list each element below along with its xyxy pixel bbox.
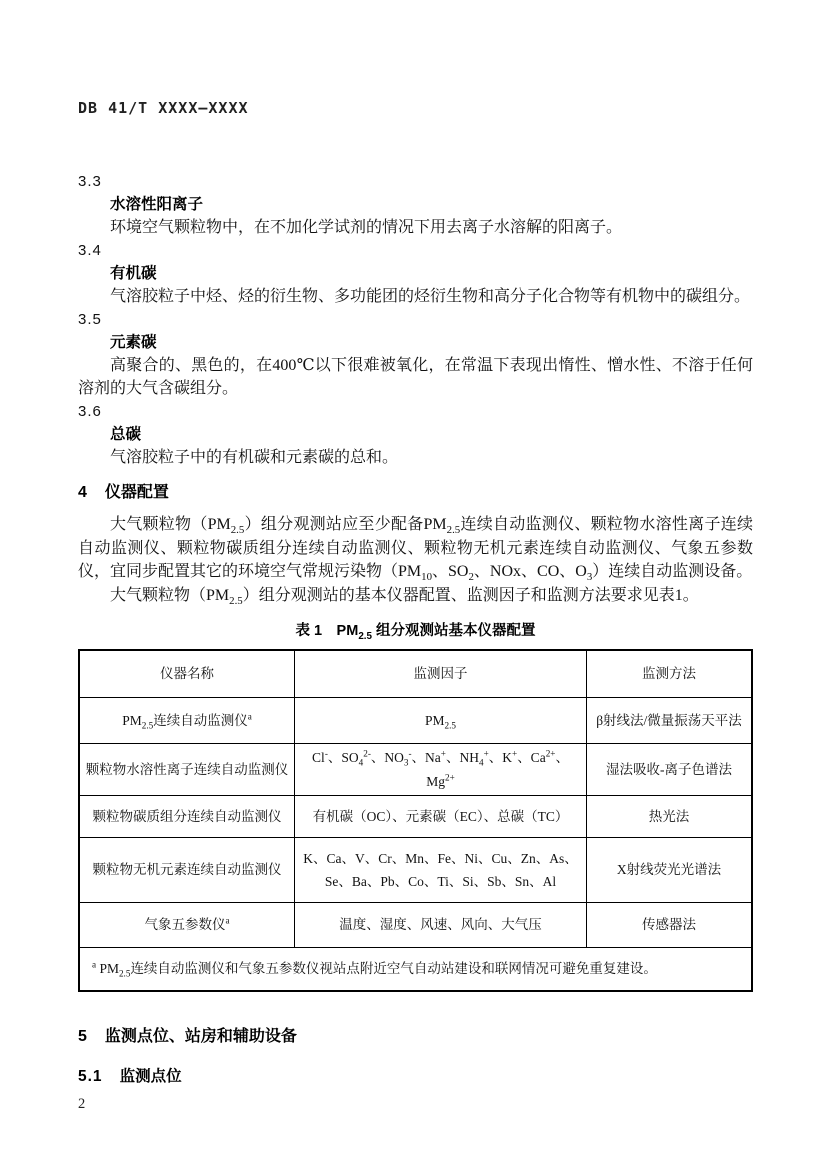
- term-title: 有机碳: [110, 265, 157, 282]
- table-cell: $PM_{2.5}$: [295, 698, 587, 744]
- term-title: 元素碳: [110, 334, 157, 351]
- term-definition: 气溶胶粒子中的有机碳和元素碳的总和。: [110, 449, 399, 466]
- section-4-heading: [78, 481, 753, 504]
- section-5-heading: [78, 1025, 753, 1048]
- table-1-caption: 表 1 $PM_{2.5}$ 组分观测站基本仪器配置: [295, 623, 536, 642]
- table-cell: 颗粒物碳质组分连续自动监测仪: [79, 796, 295, 838]
- term-3-4: [78, 239, 753, 308]
- term-number: 3.3: [78, 173, 102, 190]
- table-cell: K、Ca、V、Cr、Mn、Fe、Ni、Cu、Zn、As、Se、Ba、Pb、Co、Ti、Si、Sb、Sn、Al: [295, 838, 587, 903]
- page-number: 2: [78, 1096, 86, 1113]
- table-cell: 热光法: [587, 796, 753, 838]
- term-definition: 气溶胶粒子中烃、烃的衍生物、多功能团的烃衍生物和高分子化合物等有机物中的碳组分。: [110, 288, 751, 305]
- term-number: 3.5: [78, 311, 102, 328]
- section-4-body: [78, 513, 753, 607]
- instrument-configuration-table: [78, 649, 753, 992]
- table-cell: 颗粒物无机元素连续自动监测仪: [79, 838, 295, 903]
- table-header-cell: 仪器名称: [79, 650, 295, 698]
- table-row: [79, 744, 752, 796]
- paragraph: 大气颗粒物$(PM_{2.5})$组分观测站的基本仪器配置、监测因子和监测方法要求见表1。: [110, 586, 699, 607]
- paragraph: 大气颗粒物$(PM_{2.5})$组分观测站应至少配备$PM_{2.5}$连续自动监测仪、颗粒物水溶性离子连续自动监测仪、颗粒物碳质组分连续自动监测仪、颗粒物无机元素连续自动监测仪、气象五参数仪，宜同步配置其它的环境空气常规污染物（$PM_{10}$、$SO_2$、NOx、CO、$O_3$）连续自动监测设备。: [78, 516, 753, 584]
- table-row: [79, 838, 752, 903]
- table-footnote-row: [79, 948, 752, 992]
- section-number: 4: [78, 484, 88, 501]
- term-definition: 环境空气颗粒物中，在不加化学试剂的情况下用去离子水溶解的阳离子。: [110, 219, 623, 236]
- table-cell: 有机碳（OC）、元素碳（EC）、总碳（TC）: [295, 796, 587, 838]
- section-title: 仪器配置: [104, 484, 169, 501]
- term-3-6: [78, 400, 753, 469]
- term-definition: 高聚合的、黑色的，在400℃以下很难被氧化，在常温下表现出惰性、憎水性、不溶于任何溶剂的大气含碳组分。: [78, 357, 753, 397]
- section-title: 监测点位: [119, 1068, 182, 1086]
- standard-number-header: DB 41/T XXXX—XXXX: [78, 99, 249, 117]
- table-cell: 传感器法: [587, 903, 753, 948]
- term-number: 3.4: [78, 242, 102, 259]
- table-cell: 湿法吸收-离子色谱法: [587, 744, 753, 796]
- section-number: 5.1: [78, 1068, 103, 1086]
- terms-section: [78, 170, 753, 469]
- table-row: [79, 903, 752, 948]
- table-header-cell: 监测因子: [295, 650, 587, 698]
- table-header-cell: 监测方法: [587, 650, 753, 698]
- table-cell: 气象五参数仪$^a$: [79, 903, 295, 948]
- section-5-1-heading: [78, 1065, 753, 1088]
- section-title: 监测点位、站房和辅助设备: [104, 1028, 297, 1046]
- term-title: 总碳: [110, 426, 142, 443]
- table-row: [79, 698, 752, 744]
- section-number: 5: [78, 1028, 88, 1046]
- term-3-3: [78, 170, 753, 239]
- term-number: 3.6: [78, 403, 102, 420]
- term-title: 水溶性阳离子: [110, 196, 204, 213]
- table-cell: Cl-、$SO_4^{2-}$、$NO_3^-$、Na+、$NH_4^+$、K+、$Ca^{2+}$、$Mg^{2+}$: [295, 744, 587, 796]
- table-cell: $PM_{2.5}$连续自动监测仪$^a$: [79, 698, 295, 744]
- term-3-5: [78, 308, 753, 400]
- table-cell: X射线荧光光谱法: [587, 838, 753, 903]
- table-header-row: [79, 650, 752, 698]
- table-cell: 温度、湿度、风速、风向、大气压: [295, 903, 587, 948]
- table-cell: β射线法/微量振荡天平法: [587, 698, 753, 744]
- table-footnote: $^a$ $PM_{2.5}$连续自动监测仪和气象五参数仪视站点附近空气自动站建设和联网情况可避免重复建设。: [79, 948, 752, 992]
- table-cell: 颗粒物水溶性离子连续自动监测仪: [79, 744, 295, 796]
- table-row: [79, 796, 752, 838]
